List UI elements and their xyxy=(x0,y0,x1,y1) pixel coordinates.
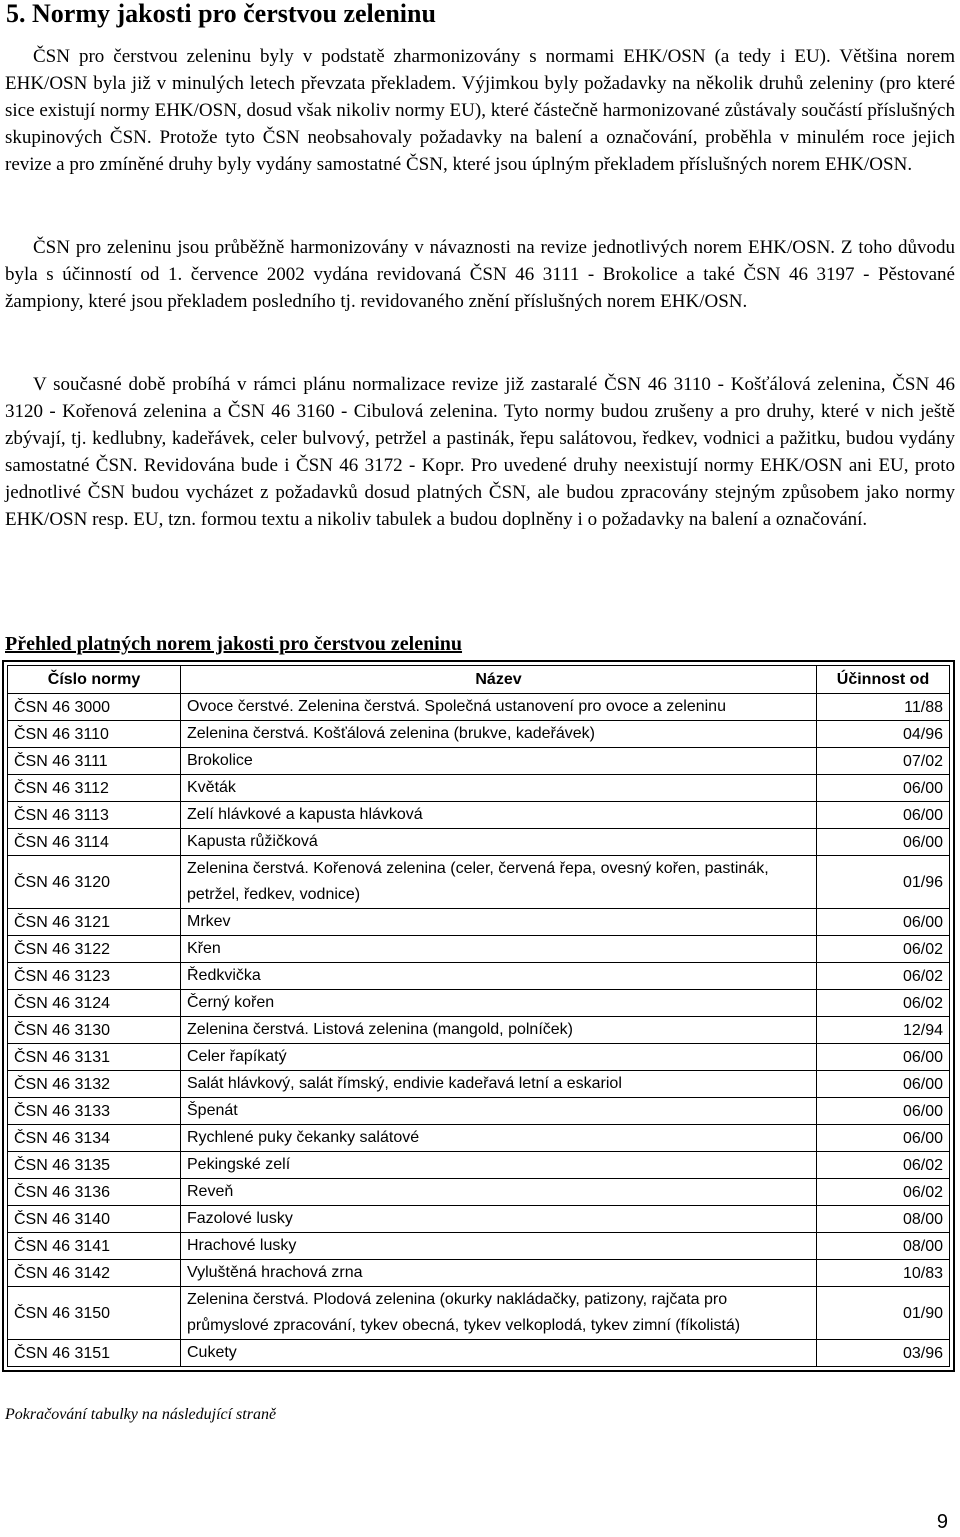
paragraph-text: ČSN pro čerstvou zeleninu byly v podstatě zharmonizovány s normami EHK/OSN (a tedy i EU). Většina norem EHK/OSN byla již v minulých letech převzata překladem. Výjimkou byly požadavky na několik druhů zeleniny (pro které sice existují normy EHK/OSN, dosud však nikoliv normy EU), které částečně harmonizované zůstávaly součástí příslušných skupinových ČSN. Protože tyto ČSN neobsahovaly požadavky na balení a označování, proběhla v minulém roce jejich revize a pro zmíněné druhy byly vydány samostatné ČSN, které jsou úplným překladem příslušných norem EHK/OSN. xyxy=(5,46,955,175)
cell-number: ČSN 46 3133 xyxy=(8,1098,181,1125)
cell-name: Černý kořen xyxy=(181,990,817,1017)
cell-number: ČSN 46 3123 xyxy=(8,963,181,990)
table-row xyxy=(8,1260,950,1287)
cell-valid-from: 11/88 xyxy=(817,694,950,721)
cell-number: ČSN 46 3124 xyxy=(8,990,181,1017)
cell-name: Hrachové lusky xyxy=(181,1233,817,1260)
table-row xyxy=(8,721,950,748)
cell-valid-from: 04/96 xyxy=(817,721,950,748)
cell-name: Fazolové lusky xyxy=(181,1206,817,1233)
standards-table-frame xyxy=(2,660,955,1372)
paragraph xyxy=(5,234,955,315)
cell-name: Kapusta růžičková xyxy=(181,829,817,856)
cell-valid-from: 06/00 xyxy=(817,802,950,829)
cell-valid-from: 08/00 xyxy=(817,1233,950,1260)
header-cell-valid-from: Účinnost od xyxy=(817,666,950,694)
table-body xyxy=(8,694,950,1367)
cell-valid-from: 06/02 xyxy=(817,990,950,1017)
cell-number: ČSN 46 3136 xyxy=(8,1179,181,1206)
cell-number: ČSN 46 3112 xyxy=(8,775,181,802)
table-row xyxy=(8,1233,950,1260)
cell-name: Zelenina čerstvá. Kořenová zelenina (celer, červená řepa, ovesný kořen, pastinák, petržel, ředkev, vodnice) xyxy=(181,856,817,909)
cell-name: Cukety xyxy=(181,1340,817,1367)
cell-valid-from: 06/00 xyxy=(817,1044,950,1071)
cell-name: Ovoce čerstvé. Zelenina čerstvá. Společná ustanovení pro ovoce a zeleninu xyxy=(181,694,817,721)
cell-name: Brokolice xyxy=(181,748,817,775)
cell-valid-from: 12/94 xyxy=(817,1017,950,1044)
header-cell-name: Název xyxy=(181,666,817,694)
cell-valid-from: 06/00 xyxy=(817,909,950,936)
table-row xyxy=(8,1340,950,1367)
table-row xyxy=(8,909,950,936)
cell-name: Zelenina čerstvá. Plodová zelenina (okurky nakládačky, patizony, rajčata pro průmyslové zpracování, tykev obecná, tykev velkoplodá, tykev zimní (fíkolistá) xyxy=(181,1287,817,1340)
cell-valid-from: 06/02 xyxy=(817,1179,950,1206)
cell-number: ČSN 46 3132 xyxy=(8,1071,181,1098)
cell-valid-from: 01/90 xyxy=(817,1287,950,1340)
cell-name: Reveň xyxy=(181,1179,817,1206)
table-row xyxy=(8,1179,950,1206)
cell-name: Květák xyxy=(181,775,817,802)
cell-number: ČSN 46 3121 xyxy=(8,909,181,936)
table-row xyxy=(8,1017,950,1044)
table-row xyxy=(8,1287,950,1340)
table-row xyxy=(8,856,950,909)
cell-number: ČSN 46 3113 xyxy=(8,802,181,829)
cell-valid-from: 06/00 xyxy=(817,1071,950,1098)
table-row xyxy=(8,1098,950,1125)
cell-valid-from: 07/02 xyxy=(817,748,950,775)
cell-number: ČSN 46 3135 xyxy=(8,1152,181,1179)
cell-name: Špenát xyxy=(181,1098,817,1125)
cell-number: ČSN 46 3131 xyxy=(8,1044,181,1071)
paragraph-text: ČSN pro zeleninu jsou průběžně harmonizovány v návaznosti na revize jednotlivých norem EHK/OSN. Z toho důvodu byla s účinností od 1. července 2002 vydána revidovaná ČSN 46 3111 - Brokolice a také ČSN 46 3197 - Pěstované žampiony, které jsou překladem posledního tj. revidovaného znění příslušných norem EHK/OSN. xyxy=(5,237,955,312)
cell-name: Zelenina čerstvá. Košťálová zelenina (brukve, kadeřávek) xyxy=(181,721,817,748)
cell-valid-from: 08/00 xyxy=(817,1206,950,1233)
table-row xyxy=(8,748,950,775)
cell-valid-from: 03/96 xyxy=(817,1340,950,1367)
cell-valid-from: 01/96 xyxy=(817,856,950,909)
cell-name: Pekingské zelí xyxy=(181,1152,817,1179)
cell-valid-from: 06/00 xyxy=(817,829,950,856)
cell-number: ČSN 46 3110 xyxy=(8,721,181,748)
cell-name: Mrkev xyxy=(181,909,817,936)
cell-valid-from: 06/02 xyxy=(817,1152,950,1179)
cell-number: ČSN 46 3000 xyxy=(8,694,181,721)
table-row xyxy=(8,775,950,802)
table-header-row xyxy=(8,666,950,694)
cell-number: ČSN 46 3114 xyxy=(8,829,181,856)
cell-name: Křen xyxy=(181,936,817,963)
cell-number: ČSN 46 3140 xyxy=(8,1206,181,1233)
cell-name: Rychlené puky čekanky salátové xyxy=(181,1125,817,1152)
cell-name: Vyluštěná hrachová zrna xyxy=(181,1260,817,1287)
table-row xyxy=(8,1071,950,1098)
table-row xyxy=(8,990,950,1017)
table-row xyxy=(8,1044,950,1071)
table-title: Přehled platných norem jakosti pro čerstvou zeleninu xyxy=(5,633,463,655)
cell-valid-from: 06/02 xyxy=(817,963,950,990)
cell-number: ČSN 46 3142 xyxy=(8,1260,181,1287)
standards-table xyxy=(7,665,950,1367)
cell-number: ČSN 46 3151 xyxy=(8,1340,181,1367)
page-number: 9 xyxy=(936,1511,948,1533)
cell-number: ČSN 46 3141 xyxy=(8,1233,181,1260)
cell-number: ČSN 46 3150 xyxy=(8,1287,181,1340)
section-heading: 5. Normy jakosti pro čerstvou zeleninu xyxy=(6,0,436,28)
table-row xyxy=(8,936,950,963)
cell-name: Zelí hlávkové a kapusta hlávková xyxy=(181,802,817,829)
table-row xyxy=(8,1152,950,1179)
cell-valid-from: 10/83 xyxy=(817,1260,950,1287)
header-cell-number: Číslo normy xyxy=(8,666,181,694)
cell-valid-from: 06/00 xyxy=(817,1125,950,1152)
cell-valid-from: 06/00 xyxy=(817,775,950,802)
paragraph-text: V současné době probíhá v rámci plánu normalizace revize již zastaralé ČSN 46 3110 - Košťálová zelenina, ČSN 46 3120 - Kořenová zelenina a ČSN 46 3160 - Cibulová zelenina. Tyto normy budou zrušeny a pro druhy, které v nich ještě zbývají, tj. kedlubny, kadeřávek, celer bulvový, petržel a pastinák, řepu salátovou, ředkev, vodnici a pažitku, budou vydány samostatné ČSN. Revidována bude i ČSN 46 3172 - Kopr. Pro uvedené druhy neexistují normy EHK/OSN ani EU, proto jednotlivé ČSN budou vycházet z požadavků dosud platných ČSN, ale budou zpracovány stejným způsobem jako normy EHK/OSN resp. EU, tzn. formou textu a nikoliv tabulek a budou doplněny i o požadavky na balení a označování. xyxy=(5,374,955,530)
cell-name: Salát hlávkový, salát římský, endivie kadeřavá letní a eskariol xyxy=(181,1071,817,1098)
table-row xyxy=(8,829,950,856)
cell-number: ČSN 46 3120 xyxy=(8,856,181,909)
paragraph xyxy=(5,371,955,533)
table-row xyxy=(8,694,950,721)
cell-name: Celer řapíkatý xyxy=(181,1044,817,1071)
cell-valid-from: 06/02 xyxy=(817,936,950,963)
table-row xyxy=(8,963,950,990)
cell-name: Ředkvička xyxy=(181,963,817,990)
table-row xyxy=(8,1206,950,1233)
table-row xyxy=(8,1125,950,1152)
cell-number: ČSN 46 3134 xyxy=(8,1125,181,1152)
table-row xyxy=(8,802,950,829)
continuation-note: Pokračování tabulky na následující straně xyxy=(5,1406,277,1423)
cell-name: Zelenina čerstvá. Listová zelenina (mangold, polníček) xyxy=(181,1017,817,1044)
cell-valid-from: 06/00 xyxy=(817,1098,950,1125)
cell-number: ČSN 46 3111 xyxy=(8,748,181,775)
paragraph xyxy=(5,43,955,178)
cell-number: ČSN 46 3130 xyxy=(8,1017,181,1044)
cell-number: ČSN 46 3122 xyxy=(8,936,181,963)
